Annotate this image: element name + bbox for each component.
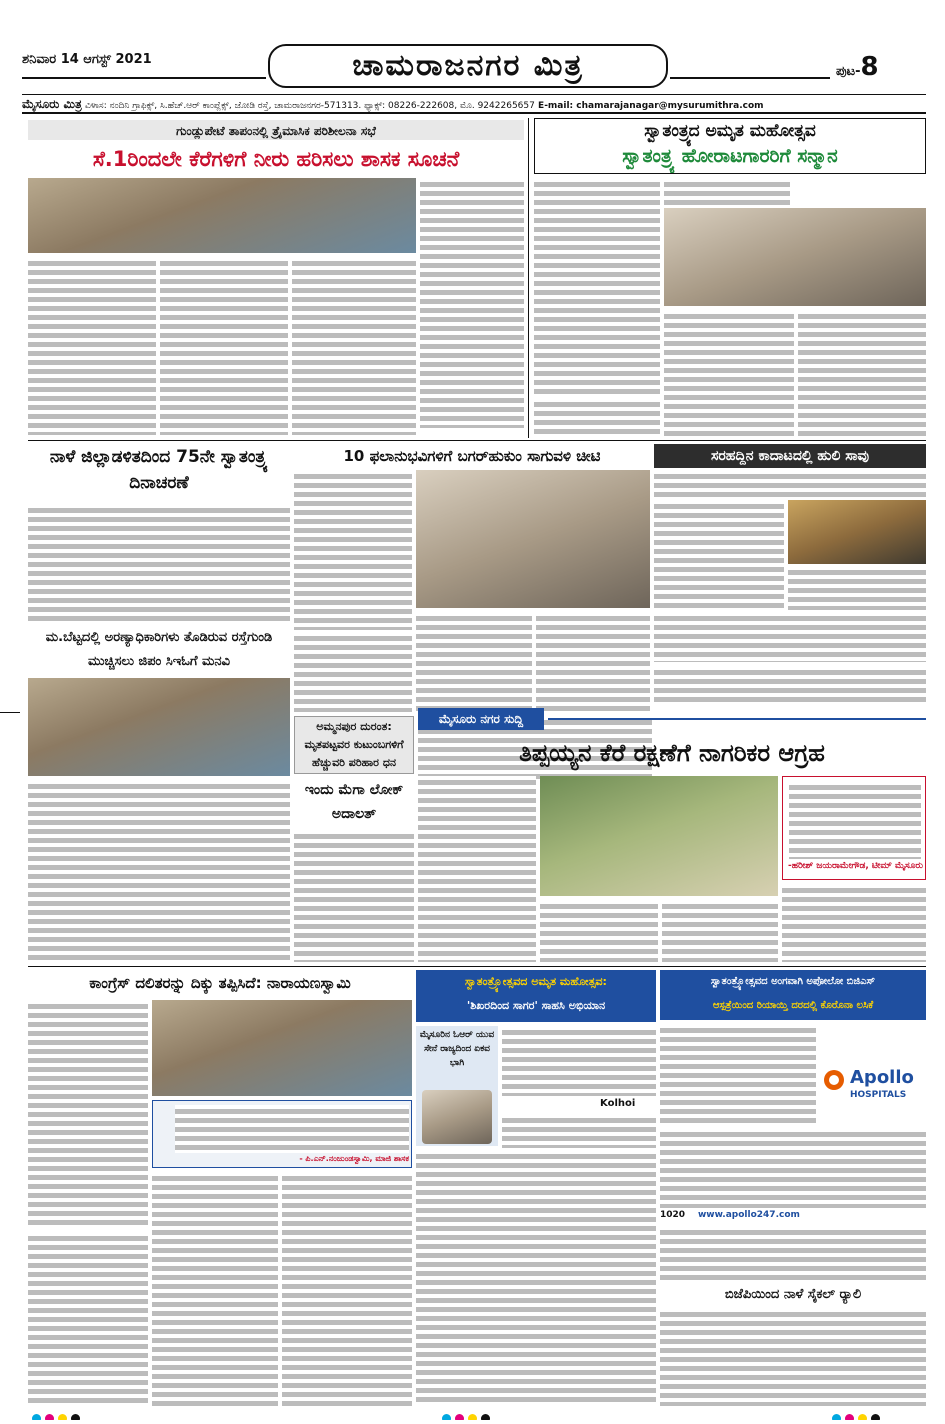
- register-dot: [832, 1414, 841, 1420]
- congress-ad: [152, 1100, 412, 1168]
- tiger-headline-bar: [654, 444, 926, 468]
- amrutha-extra-body: [654, 666, 926, 706]
- apollo-logo-sub: HOSPITALS: [850, 1090, 907, 1100]
- register-dot: [468, 1414, 477, 1420]
- register-marks-right: [830, 1408, 930, 1420]
- amrutha-photo: [664, 208, 926, 306]
- gundlupet-kicker: [28, 120, 524, 140]
- masthead-title-box: [268, 44, 668, 88]
- sagar-body-wide: [416, 1150, 656, 1406]
- lok-adalat-headline: ಇಂದು ಮೆಗಾ ಲೋಕ್ ಅದಾಲತ್: [304, 782, 404, 822]
- tiger-photo: [788, 500, 926, 564]
- mysuru-headline: ತಿಪ್ಪಯ್ಯನ ಕೆರೆ ರಕ್ಷಣೆಗೆ ನಾಗರಿಕರ ಆಗ್ರಹ: [519, 739, 825, 767]
- register-dot: [58, 1414, 67, 1420]
- sagar-photo: [422, 1090, 492, 1144]
- independence-headline: ನಾಳೆ ಜಿಲ್ಲಾಡಳಿತದಿಂದ 75ನೇ ಸ್ವಾತಂತ್ರ್ಯ ದಿನಾಚರಣೆ: [49, 447, 269, 493]
- tiger-headline: ಸರಹದ್ದಿನ ಕಾದಾಟದಲ್ಲಿ ಹುಲಿ ಸಾವು: [710, 448, 870, 464]
- mysuru-body-col2: [540, 900, 658, 962]
- mysuru-photo: [540, 776, 778, 896]
- bagarhukum-body-col3: [536, 612, 650, 712]
- tiger-body-col1: [654, 500, 784, 610]
- amrutha-body-col4: [798, 310, 926, 440]
- sagar-box-text: ಮೈಸೂರಿನ ಓಆರ್ ಯುವ ಸೇನೆ ರಾಜ್ಯದಿಂದ ಏಕವ ಭಾಗಿ: [419, 1030, 495, 1068]
- gundlupet-body-col1: [28, 257, 156, 435]
- register-marks-left: [30, 1408, 130, 1420]
- issue-date: ಶನಿವಾರ 14 ಆಗಸ್ಟ್ 2021: [22, 52, 152, 67]
- masthead-info-bar: [22, 94, 926, 114]
- page-number: 8: [860, 52, 879, 82]
- apollo-headline-1: ಸ್ವಾತಂತ್ರ್ಯೋತ್ಸವದ ಅಂಗವಾಗಿ ಅಪೋಲೋ ಬಿಜಿಎಸ್: [710, 976, 876, 987]
- register-dot: [858, 1414, 867, 1420]
- register-dot: [442, 1414, 451, 1420]
- email: E-mail: chamarajanagar@mysurumithra.com: [538, 101, 764, 111]
- register-dot: [45, 1414, 54, 1420]
- mysuru-body-col3: [662, 900, 778, 962]
- register-marks-center: [440, 1408, 540, 1420]
- margin-mark: [0, 712, 20, 713]
- apollo-logo-text: Apollo: [850, 1068, 914, 1088]
- amrutha-body-col1: [534, 178, 660, 396]
- bagarhukum-body-col1: [294, 470, 412, 630]
- amrutha-body-col1b: [534, 398, 660, 438]
- forest-road-photo: [28, 678, 290, 776]
- apollo-contact: [660, 1210, 926, 1224]
- sagar-photo-box: [416, 1026, 498, 1146]
- gundlupet-body-col2: [160, 257, 288, 435]
- compensation-box: [294, 716, 414, 774]
- sagar-headline-1: ಸ್ವಾತಂತ್ರ್ಯೋತ್ಸವದ ಅಮೃತ ಮಹೋತ್ಸವ:: [465, 975, 607, 988]
- register-dot: [32, 1414, 41, 1420]
- amrutha-header: [534, 118, 926, 174]
- gundlupet-body-col3: [292, 257, 416, 435]
- bagarhukum-photo: [416, 470, 650, 608]
- register-dot: [71, 1414, 80, 1420]
- register-dot: [455, 1414, 464, 1420]
- congress-body-col2: [152, 1172, 278, 1406]
- gundlupet-photo: [28, 178, 416, 253]
- apollo-logo: [820, 1060, 926, 1124]
- mysuru-quote-author: -ಹರೀಶ್ ಜಯರಾಮೇಗೌಡ, ಟೀಮ್ ಮೈಸೂರು: [787, 861, 923, 871]
- bagarhukum-body-col2: [416, 612, 532, 712]
- address-line: ವಿಳಾಸ: ನಂದಿನಿ ಗ್ರಾಫಿಕ್ಸ್, ಸಿ.ಹೆಚ್.ಆರ್ ಕಾಂಪ್ಲೆಕ್ಸ್, ಜೋಡಿ ರಸ್ತೆ, ಚಾಮರಾಜನಗರ-571313. ಫ್ಯಾಕ್ಸ್: 08226-222608, ಮೊ. 9242265657: [85, 101, 535, 111]
- congress-ad-text: [175, 1105, 409, 1153]
- bjp-headline: ಬಿಜೆಪಿಯಿಂದ ನಾಳೆ ಸೈಕಲ್ ರ‍್ಯಾಲಿ: [724, 1287, 862, 1302]
- section-rule-1: [28, 440, 926, 441]
- apollo-web: www.apollo247.com: [697, 1210, 800, 1220]
- page-label: [836, 52, 926, 82]
- gundlupet-headline: ಸೆ.1ರಿಂದಲೇ ಕೆರೆಗಳಿಗೆ ನೀರು ಹರಿಸಲು ಶಾಸಕ ಸೂಚನೆ: [92, 147, 460, 171]
- apollo-body-wide-2: [660, 1226, 926, 1280]
- bagarhukum-body-col1b: [294, 632, 412, 712]
- mysuru-body-col1: [418, 776, 536, 962]
- amrutha-headline: ಸ್ವಾತಂತ್ರ್ಯದ ಅಮೃತ ಮಹೋತ್ಸವ: [644, 121, 816, 141]
- congress-headline: ಕಾಂಗ್ರೆಸ್ ದಲಿತರನ್ನು ದಿಕ್ಕು ತಪ್ಪಿಸಿದೆ: ನಾರಾಯಣಸ್ವಾಮಿ: [89, 974, 351, 992]
- amrutha-body-col3: [664, 310, 794, 440]
- mysuru-section-bar: [418, 708, 926, 730]
- sagar-kolhoi: Kolhoi: [600, 1098, 636, 1109]
- apollo-body-col1: [660, 1024, 816, 1124]
- mysuru-quote-box: [782, 776, 926, 880]
- sagar-body-col2: [502, 1114, 656, 1148]
- masthead-rule-left: [22, 77, 266, 79]
- register-dot: [871, 1414, 880, 1420]
- compensation-headline: ಅಮ್ಮನಪುರ ದುರಂತ: ಮೃತಪಟ್ಟವರ ಕುಟುಂಬಗಳಿಗೆ ಹೆಚ್ಚುವರಿ ಪರಿಹಾರ ಧನ: [304, 720, 404, 769]
- apollo-logo-icon: [822, 1068, 846, 1092]
- masthead-title: ಚಾಮರಾಜನಗರ ಮಿತ್ರ: [352, 48, 584, 83]
- forest-road-body: [28, 780, 290, 960]
- sagar-body-col1: [502, 1026, 656, 1096]
- apollo-headline-2: ಆಸ್ಪತ್ರೆಯಿಂದ ರಿಯಾಯ್ತಿ ದರದಲ್ಲಿ ಕೊರೊನಾ ಲಸಿಕೆ: [712, 1000, 874, 1011]
- forest-road-headline: ಮ.ಬೆಟ್ಟದಲ್ಲಿ ಅರಣ್ಯಾಧಿಕಾರಿಗಳು ತೊಡಿರುವ ರಸ್ತೆಗುಂಡಿ ಮುಚ್ಚಿಸಲು ಜಿಪಂ ಸಿಇಓಗೆ ಮನವಿ: [45, 630, 273, 669]
- congress-body-col3: [282, 1172, 412, 1406]
- column-divider: [528, 118, 529, 438]
- congress-photo: [152, 1000, 412, 1096]
- section-rule-2: [28, 966, 926, 967]
- brand-name: ಮೈಸೂರು ಮಿತ್ರ: [22, 97, 82, 111]
- sagar-headline-bar: [416, 970, 656, 1022]
- apollo-headline-bar: [660, 970, 926, 1020]
- masthead-rule-right: [670, 77, 830, 79]
- page-label-text: ಪುಟ-: [836, 64, 861, 79]
- tiger-body-col2: [788, 566, 926, 610]
- gundlupet-kicker-text: ಗುಂಡ್ಲುಪೇಟೆ ತಾಪಂನಲ್ಲಿ ತ್ರೈಮಾಸಿಕ ಪರಿಶೀಲನಾ ಸಭೆ: [176, 124, 376, 138]
- lok-adalat-body: [294, 830, 414, 962]
- mysuru-section-label: ಮೈಸೂರು ನಗರ ಸುದ್ದಿ: [438, 712, 524, 726]
- bagarhukum-headline: 10 ಫಲಾನುಭವಿಗಳಿಗೆ ಬಗರ್‌ಹುಕುಂ ಸಾಗುವಳಿ ಚೀಟಿ: [343, 447, 601, 465]
- register-dot: [845, 1414, 854, 1420]
- independence-body: [28, 504, 290, 622]
- amrutha-subhead: ಸ್ವಾತಂತ್ರ್ಯ ಹೋರಾಟಗಾರರಿಗೆ ಸನ್ಮಾನ: [622, 145, 838, 167]
- mysuru-section-rule: [548, 718, 926, 720]
- congress-body-col1b: [28, 1232, 148, 1406]
- gundlupet-body-right: [420, 178, 524, 428]
- amrutha-body-col2: [664, 178, 790, 206]
- apollo-phone: 1020: [660, 1210, 686, 1220]
- mysuru-section-label-box: [418, 708, 544, 730]
- congress-body-col1: [28, 1000, 148, 1228]
- congress-ad-signature: - ಪಿ.ಎನ್.ನಂಜುಂಡಸ್ವಾಮಿ, ಮಾಜಿ ಶಾಸಕ: [299, 1154, 409, 1163]
- mysuru-body-col4: [782, 884, 926, 962]
- mysuru-quote-text: [789, 781, 921, 859]
- apollo-body-wide: [660, 1128, 926, 1208]
- sagar-headline-2: 'ಶಿಖರದಿಂದ ಸಾಗರ' ಸಾಹಸಿ ಅಭಿಯಾನ: [466, 999, 606, 1012]
- bjp-body: [660, 1308, 926, 1406]
- register-dot: [481, 1414, 490, 1420]
- tiger-body-top: [654, 470, 926, 498]
- tiger-body-bottom: [654, 612, 926, 662]
